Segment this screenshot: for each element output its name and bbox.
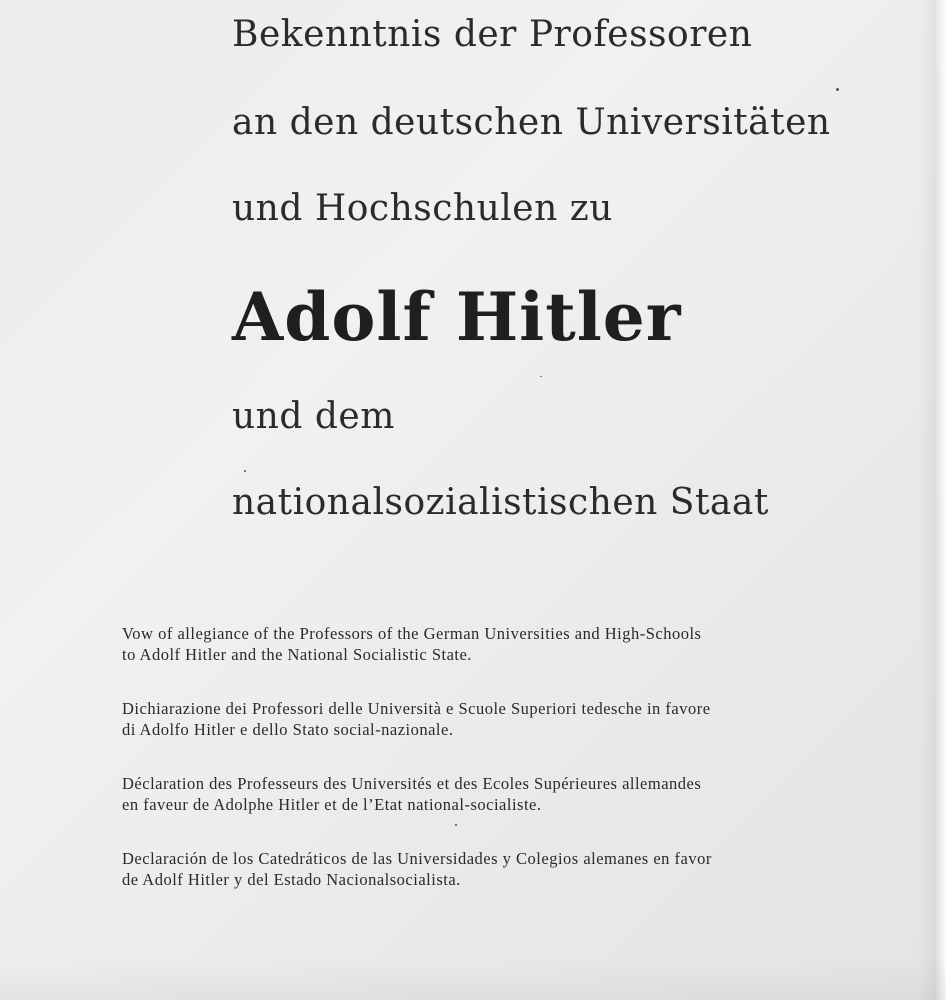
title-line-1: Bekenntnis der Professoren [232, 14, 753, 55]
translation-spanish-line-2: de Adolf Hitler y del Estado Nacionalsocialista. [122, 870, 461, 889]
translation-french [122, 773, 832, 815]
translation-english-line-1: Vow of allegiance of the Professors of the German Universities and High-Schools [122, 624, 702, 643]
paper-speck [455, 824, 457, 826]
paper-bottom-shadow [0, 960, 946, 1000]
translation-italian-line-2: di Adolfo Hitler e dello Stato social-nazionale. [122, 720, 454, 739]
translation-spanish [122, 848, 832, 890]
translation-italian [122, 698, 832, 740]
title-line-3: und Hochschulen zu [232, 188, 613, 229]
translation-italian-line-1: Dichiarazione dei Professori delle Università e Scuole Superiori tedesche in favore [122, 699, 711, 718]
title-line-6: nationalsozialistischen Staat [232, 482, 769, 523]
translation-spanish-line-1: Declaración de los Catedráticos de las Universidades y Colegios alemanes en favor [122, 849, 712, 868]
paper-speck [244, 470, 246, 472]
translation-french-line-2: en faveur de Adolphe Hitler et de l’Etat national-socialiste. [122, 795, 542, 814]
translation-french-line-1: Déclaration des Professeurs des Universités et des Ecoles Supérieures allemandes [122, 774, 702, 793]
title-line-2: an den deutschen Universitäten [232, 102, 831, 143]
paper-speck [540, 376, 542, 377]
paper-speck [836, 88, 839, 91]
translation-english [122, 623, 832, 665]
paper-edge-shadow [918, 0, 946, 1000]
translation-english-line-2: to Adolf Hitler and the National Socialistic State. [122, 645, 472, 664]
title-line-5: und dem [232, 396, 395, 437]
title-name: Adolf Hitler [232, 278, 682, 356]
